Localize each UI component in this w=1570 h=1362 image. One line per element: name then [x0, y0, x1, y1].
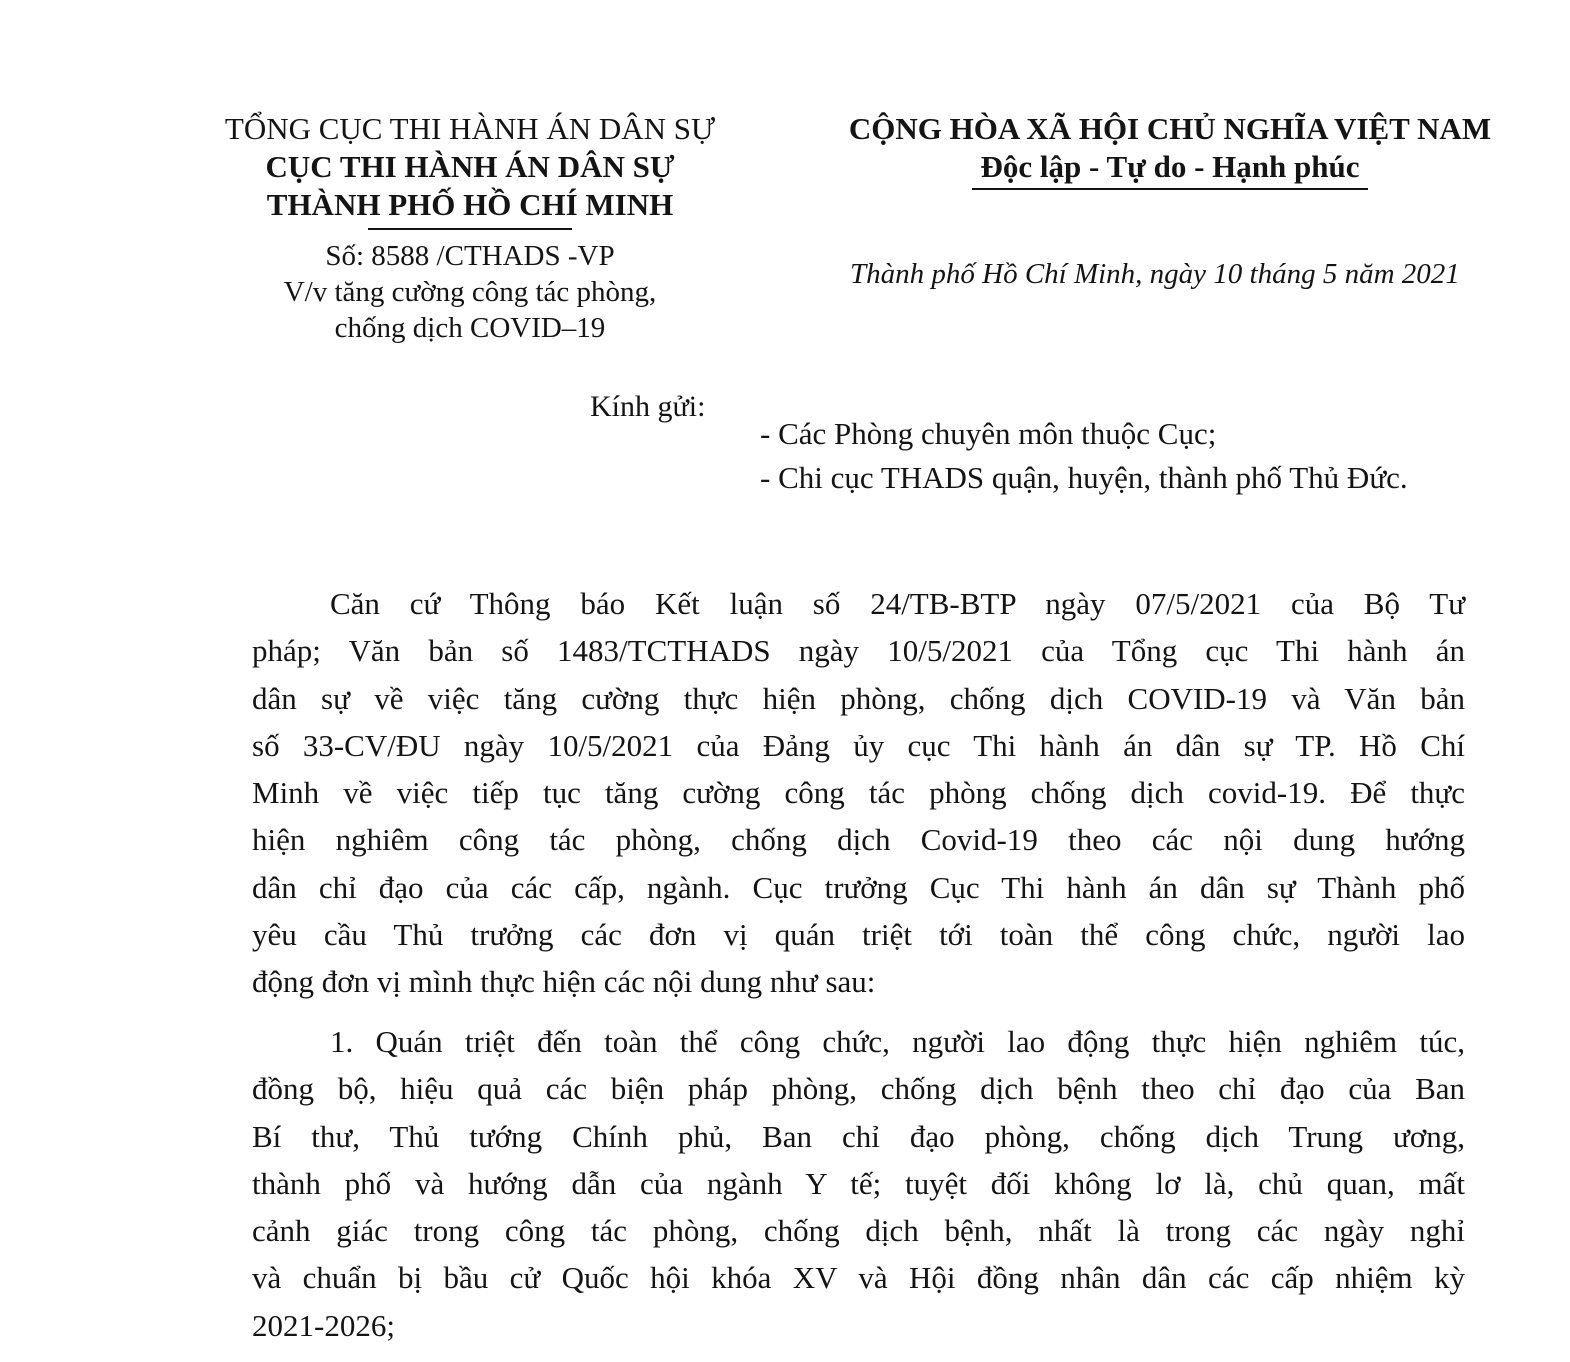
body-line: động đơn vị mình thực hiện các nội dung như sau:	[252, 964, 876, 1000]
body-line: 2021-2026;	[252, 1307, 395, 1343]
national-heading-block	[800, 110, 1540, 190]
recipient-item: - Chi cục THADS quận, huyện, thành phố Thủ Đức.	[760, 460, 1408, 495]
nation-title: CỘNG HÒA XÃ HỘI CHỦ NGHĨA VIỆT NAM	[848, 111, 1492, 146]
body-line: và chuẩn bị bầu cử Quốc hội khóa XV và Hội đồng nhân dân các cấp nhiệm kỳ	[252, 1260, 1465, 1296]
body-line: số 33-CV/ĐU ngày 10/5/2021 của Đảng ủy cục Thi hành án dân sự TP. Hồ Chí	[252, 727, 1465, 763]
body-line: 1. Quán triệt đến toàn thể công chức, người lao động thực hiện nghiêm túc,	[330, 1024, 1465, 1059]
recipient-item: - Các Phòng chuyên môn thuộc Cục;	[760, 416, 1217, 451]
body-paragraph-2	[252, 1018, 1465, 1349]
dateline: Thành phố Hồ Chí Minh, ngày 10 tháng 5 năm 2021	[850, 258, 1460, 290]
body-line: dân chỉ đạo của các cấp, ngành. Cục trưởng Cục Thi hành án dân sự Thành phố	[252, 869, 1465, 905]
body-line: thành phố và hướng dẫn của ngành Y tế; tuyệt đối không lơ là, chủ quan, mất	[252, 1165, 1465, 1201]
document-number: Số: 8588 /CTHADS -VP	[325, 240, 615, 272]
subject-line2: chống dịch COVID–19	[334, 312, 606, 344]
issuing-agency-block	[200, 110, 740, 346]
agency-name-line2: THÀNH PHỐ HỒ CHÍ MINH	[266, 187, 674, 222]
body-line: yêu cầu Thủ trưởng các đơn vị quán triệt tới toàn thể công chức, người lao	[252, 917, 1465, 953]
body-line: pháp; Văn bản số 1483/TCTHADS ngày 10/5/2021 của Tổng cục Thi hành án	[252, 633, 1465, 669]
recipients-label: Kính gửi:	[590, 390, 706, 423]
body-line: Căn cứ Thông báo Kết luận số 24/TB-BTP ngày 07/5/2021 của Bộ Tư	[330, 586, 1465, 621]
body-line: hiện nghiêm công tác phòng, chống dịch Covid-19 theo các nội dung hướng	[252, 822, 1465, 858]
agency-name-line1: CỤC THI HÀNH ÁN DÂN SỰ	[265, 149, 675, 184]
body-line: đồng bộ, hiệu quả các biện pháp phòng, chống dịch bệnh theo chỉ đạo của Ban	[252, 1071, 1465, 1107]
body-line: cảnh giác trong công tác phòng, chống dịch bệnh, nhất là trong các ngày nghỉ	[252, 1213, 1465, 1249]
subject-line1: V/v tăng cường công tác phòng,	[283, 276, 657, 308]
body-paragraph-1	[252, 580, 1465, 1006]
motto-underline	[972, 188, 1368, 190]
agency-underline	[368, 228, 572, 230]
body-line: Bí thư, Thủ tướng Chính phủ, Ban chỉ đạo phòng, chống dịch Trung ương,	[252, 1118, 1465, 1154]
body-line: dân sự về việc tăng cường thực hiện phòng, chống dịch COVID-19 và Văn bản	[252, 680, 1465, 716]
parent-agency: TỔNG CỤC THI HÀNH ÁN DÂN SỰ	[224, 111, 716, 146]
national-motto: Độc lập - Tự do - Hạnh phúc	[980, 149, 1360, 184]
body-line: Minh về việc tiếp tục tăng cường công tác phòng chống dịch covid-19. Để thực	[252, 775, 1465, 811]
